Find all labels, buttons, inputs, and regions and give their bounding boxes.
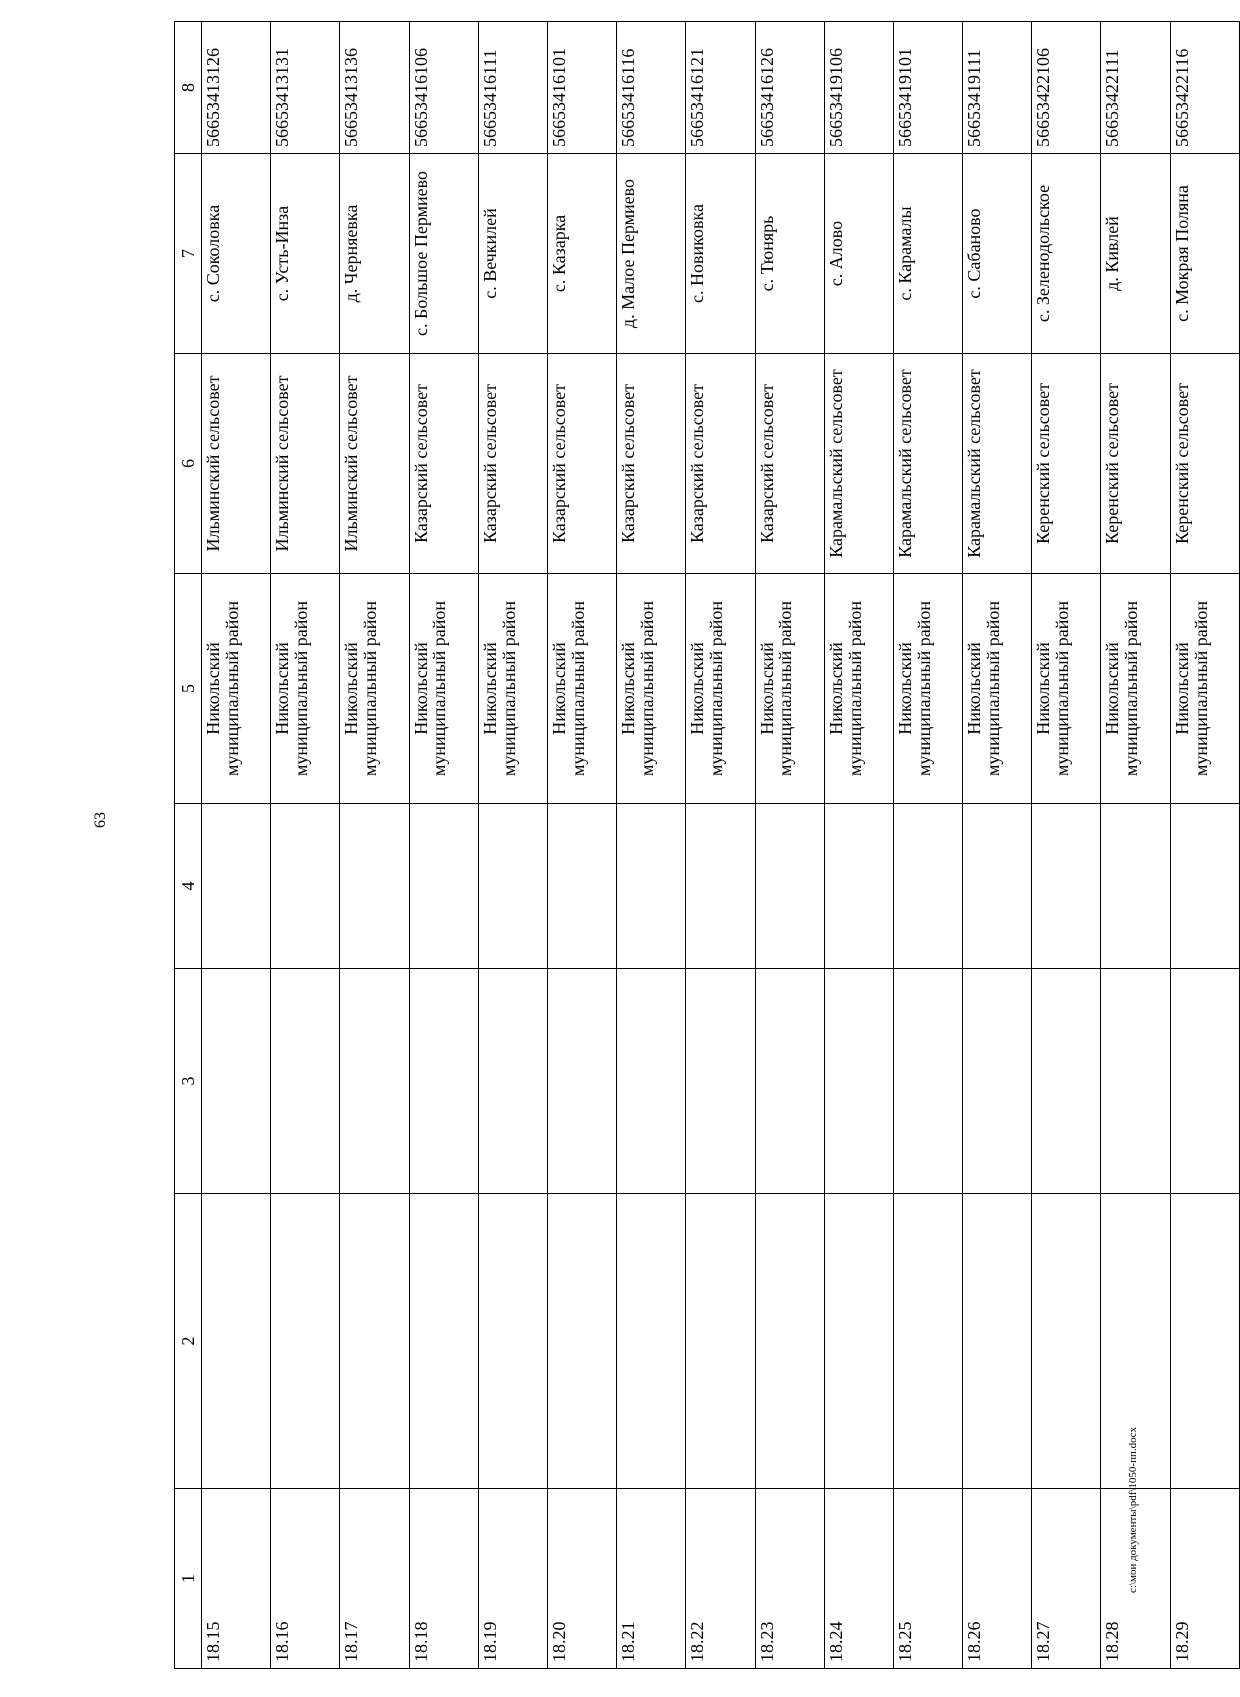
cell [547,804,616,969]
row-number-cell: 18.27 [1032,1489,1101,1669]
code-cell: 56653416121 [686,22,755,154]
row-number-cell: 18.25 [893,1489,962,1669]
cell [340,804,409,969]
council-cell: Карамальский сельсовет [824,354,893,574]
cell [755,969,824,1194]
cell [547,969,616,1194]
page-number-text: 63 [92,812,109,828]
settlement-cell: с. Карамалы [893,154,962,354]
table-row [1032,22,1101,1669]
council-cell: Казарский сельсовет [547,354,616,574]
district-cell: Никольский муниципальный район [617,574,686,804]
code-cell: 56653416126 [755,22,824,154]
cell [617,969,686,1194]
settlement-cell: с. Мокрая Поляна [1170,154,1239,354]
code-cell: 56653419106 [824,22,893,154]
cell [1032,1194,1101,1489]
cell [409,1194,478,1489]
cell [686,804,755,969]
settlement-cell: с. Тюнярь [755,154,824,354]
settlements-table [174,21,1240,1669]
district-cell: Никольский муниципальный район [1170,574,1239,804]
table-row [1170,22,1239,1669]
code-cell: 56653413126 [202,22,271,154]
row-number-cell: 18.15 [202,1489,271,1669]
footer-file-path-text: c:\мои документы\pdf\1050-пп.docx [1127,1426,1140,1594]
council-cell: Казарский сельсовет [755,354,824,574]
cell [478,804,547,969]
settlement-cell: с. Зеленодольское [1032,154,1101,354]
council-cell: Ильминский сельсовет [271,354,340,574]
settlement-cell: д. Малое Пермиево [617,154,686,354]
cell [617,1194,686,1489]
settlement-cell: с. Казарка [547,154,616,354]
column-header: 7 [175,154,202,354]
cell [1170,969,1239,1194]
code-cell: 56653419101 [893,22,962,154]
column-header: 3 [175,969,202,1194]
district-cell: Никольский муниципальный район [478,574,547,804]
column-header: 2 [175,1194,202,1489]
district-cell: Никольский муниципальный район [963,574,1032,804]
footer-file-path [1118,1395,1148,1625]
cell [1032,804,1101,969]
district-cell: Никольский муниципальный район [409,574,478,804]
district-cell: Никольский муниципальный район [271,574,340,804]
code-cell: 56653416111 [478,22,547,154]
settlements-table-container [174,22,1240,1669]
row-number-cell: 18.24 [824,1489,893,1669]
cell [202,804,271,969]
district-cell: Никольский муниципальный район [755,574,824,804]
council-cell: Казарский сельсовет [478,354,547,574]
row-number-cell: 18.19 [478,1489,547,1669]
cell [271,1194,340,1489]
cell [893,1194,962,1489]
code-cell: 56653422111 [1101,22,1170,154]
code-cell: 56653422106 [1032,22,1101,154]
row-number-cell: 18.23 [755,1489,824,1669]
cell [340,969,409,1194]
table-row [617,22,686,1669]
council-cell: Ильминский сельсовет [340,354,409,574]
district-cell: Никольский муниципальный район [340,574,409,804]
cell [271,804,340,969]
settlement-cell: с. Сабаново [963,154,1032,354]
cell [755,1194,824,1489]
council-cell: Керенский сельсовет [1032,354,1101,574]
code-cell: 56653416101 [547,22,616,154]
cell [1170,1194,1239,1489]
code-cell: 56653413136 [340,22,409,154]
row-number-cell: 18.18 [409,1489,478,1669]
cell [1170,804,1239,969]
cell [478,969,547,1194]
council-cell: Казарский сельсовет [686,354,755,574]
row-number-cell: 18.22 [686,1489,755,1669]
table-body [202,22,1240,1669]
cell [271,969,340,1194]
table-row [893,22,962,1669]
cell [686,969,755,1194]
row-number-cell: 18.21 [617,1489,686,1669]
district-cell: Никольский муниципальный район [1032,574,1101,804]
code-cell: 56653413131 [271,22,340,154]
code-cell: 56653416116 [617,22,686,154]
settlement-cell: д. Черняевка [340,154,409,354]
row-number-cell: 18.29 [1170,1489,1239,1669]
cell [963,969,1032,1194]
settlement-cell: д. Кивлей [1101,154,1170,354]
cell [824,969,893,1194]
row-number-cell: 18.17 [340,1489,409,1669]
table-row [271,22,340,1669]
row-number-cell: 18.20 [547,1489,616,1669]
district-cell: Никольский муниципальный район [547,574,616,804]
cell [824,804,893,969]
district-cell: Никольский муниципальный район [824,574,893,804]
council-cell: Ильминский сельсовет [202,354,271,574]
council-cell: Казарский сельсовет [617,354,686,574]
cell [202,969,271,1194]
cell [409,804,478,969]
district-cell: Никольский муниципальный район [686,574,755,804]
table-row [824,22,893,1669]
settlement-cell: с. Новиковка [686,154,755,354]
cell [202,1194,271,1489]
cell [478,1194,547,1489]
settlement-cell: с. Большое Пермиево [409,154,478,354]
district-cell: Никольский муниципальный район [893,574,962,804]
table-header-row [175,22,202,1669]
cell [686,1194,755,1489]
table-row [340,22,409,1669]
cell [755,804,824,969]
settlement-cell: с. Усть-Инза [271,154,340,354]
settlement-cell: с. Вечкилей [478,154,547,354]
cell [340,1194,409,1489]
column-header: 5 [175,574,202,804]
table-row [547,22,616,1669]
cell [893,969,962,1194]
district-cell: Никольский муниципальный район [202,574,271,804]
settlement-cell: с. Алово [824,154,893,354]
table-row [409,22,478,1669]
cell [409,969,478,1194]
column-header: 6 [175,354,202,574]
cell [824,1194,893,1489]
cell [1032,969,1101,1194]
cell [547,1194,616,1489]
settlement-cell: с. Соколовка [202,154,271,354]
council-cell: Казарский сельсовет [409,354,478,574]
cell [893,804,962,969]
council-cell: Карамальский сельсовет [893,354,962,574]
cell [1101,804,1170,969]
row-number-cell: 18.28 [1101,1489,1170,1669]
council-cell: Карамальский сельсовет [963,354,1032,574]
table-row [755,22,824,1669]
council-cell: Керенский сельсовет [1170,354,1239,574]
district-cell: Никольский муниципальный район [1101,574,1170,804]
row-number-cell: 18.26 [963,1489,1032,1669]
column-header: 8 [175,22,202,154]
table-row [202,22,271,1669]
cell [1101,969,1170,1194]
column-header: 4 [175,804,202,969]
code-cell: 56653416106 [409,22,478,154]
cell [963,1194,1032,1489]
table-row [686,22,755,1669]
column-header: 1 [175,1489,202,1669]
table-row [963,22,1032,1669]
code-cell: 56653422116 [1170,22,1239,154]
cell [963,804,1032,969]
row-number-cell: 18.16 [271,1489,340,1669]
cell [617,804,686,969]
table-row [478,22,547,1669]
page-number [86,800,116,840]
council-cell: Керенский сельсовет [1101,354,1170,574]
code-cell: 56653419111 [963,22,1032,154]
